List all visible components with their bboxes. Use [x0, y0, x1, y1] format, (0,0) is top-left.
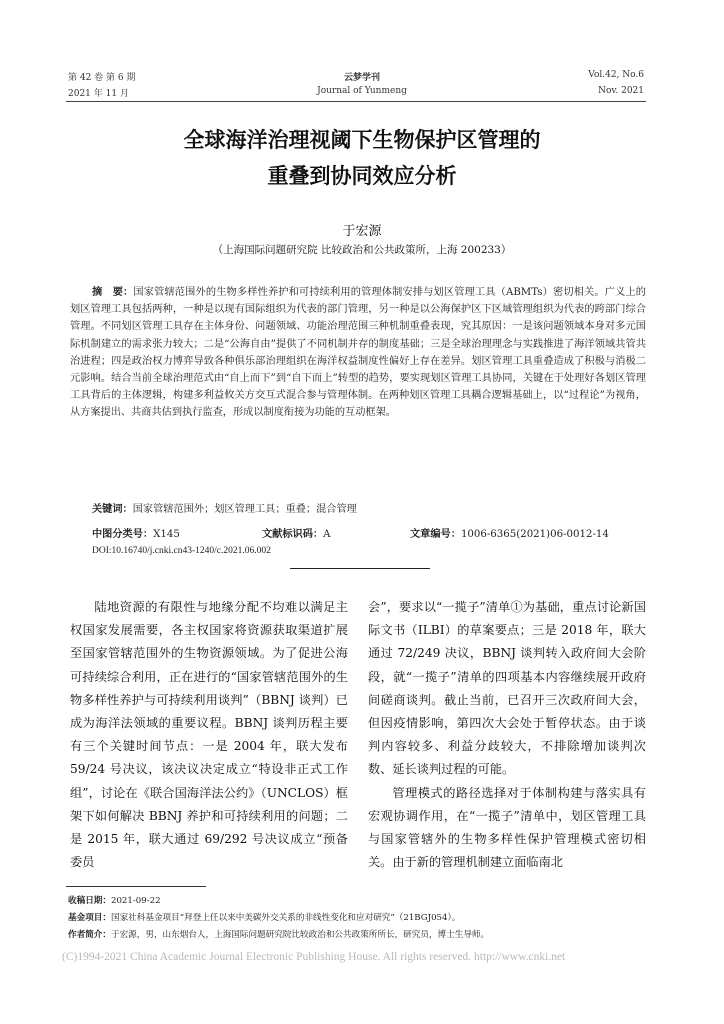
clc-label: 中图分类号： [92, 529, 154, 540]
footnote-rule [66, 886, 206, 887]
author-bio-label: 作者简介： [68, 930, 111, 940]
abstract-label: 摘 要： [92, 286, 134, 298]
header-date-en: Nov. 2021 [598, 86, 644, 96]
abstract-text: 国家管辖范围外的生物多样性养护和可持续利用的管理体制安排与划区管理工具（ABMTs）密切相关。广义上的划区管理工具包括两种，一种是以现有国际组织为代表的部门管理，另一种是以公海保护区下区域管理组织为代表的跨部门综合管理。不同划区管理工具存在主体身份、问题领域、功能治理范围三种机制重叠表现，究其原因：一是该问题领域本身对多元国际机制建立的需求张力较大；二是“公海自由”提供了不同机制并存的制度基础；三是全球治理理念与实践推进了海洋领域共管共治进程；四是政治权力博弈导致各种俱乐部治理组织在海洋权益制度性偏好上存在差异。划区管理工具重叠造成了积极与消极二元影响。结合当前全球治理范式由“自上而下”到“自下而上”转型的趋势，要实现划区管理工具协同，关键在于处理好各划区管理工具背后的主体逻辑，构建多利益攸关方交互式混合参与管理体制。在两种划区管理工具耦合逻辑基础上，以“过程论”为视角，从方案提出、共商共估到执行监查，形成以制度衔接为功能的互动框架。 [70, 287, 646, 419]
footnote-fund [68, 911, 460, 923]
body-paragraph: 会”，要求以“一揽子”清单①为基础，重点讨论新国际文书（ILBI）的草案要点；三是 2018 年，联大通过 72/249 决议，BBNJ 谈判转入政府间大会阶段，就“一揽子”清单的四项基本内容继续展开政府间磋商谈判。截止当前，已召开三次政府间大会，但因疫情影响，第四次大会处于暂停状态。由于谈判内容较多、利益分歧较大，不排除增加谈判次数、延长谈判过程的可能。 [368, 600, 646, 777]
body-left-column [70, 596, 348, 874]
keywords-label: 关键词： [92, 504, 133, 515]
header-journal-en: Journal of Yunmeng [317, 86, 407, 96]
doi: DOI:10.16740/j.cnki.cn43-1240/c.2021.06.002 [92, 546, 271, 556]
header-volume-en: Vol.42, No.6 [588, 70, 644, 80]
abstract-separator [290, 568, 430, 569]
article-number-value: 1006-6365(2021)06-0012-14 [460, 529, 609, 540]
article-number-label: 文章编号： [410, 529, 461, 540]
article-title-line2: 重叠到协同效应分析 [267, 164, 457, 188]
header-journal-cn: 云梦学刊 [343, 73, 380, 83]
article-number [410, 525, 609, 540]
abstract [70, 284, 646, 422]
article-title-line1: 全球海洋治理视阈下生物保护区管理的 [183, 128, 541, 152]
keywords [92, 500, 357, 515]
body-right-column [368, 596, 646, 874]
author-name: 于宏源 [342, 224, 382, 239]
clc-number [92, 525, 180, 540]
document-code-label: 文献标识码： [262, 529, 324, 540]
footnote-author [68, 928, 489, 940]
keywords-text: 国家管辖范围外；划区管理工具；重叠；混合管理 [132, 504, 357, 515]
author-affiliation: （上海国际问题研究院 比较政治和公共政策所，上海 200233） [212, 244, 512, 256]
document-code-value: A [323, 529, 331, 540]
fund-label: 基金项目： [68, 913, 111, 923]
header-rule [66, 101, 646, 102]
copyright-notice: (C)1994-2021 China Academic Journal Electronic Publishing House. All rights reserved. http://www.cnki.net [62, 951, 566, 963]
received-value: 2021-09-22 [110, 896, 161, 906]
author-bio-value: 于宏源，男，山东烟台人，上海国际问题研究院比较政治和公共政策所所长，研究员，博士生导师。 [110, 930, 490, 940]
header-volume-cn: 第 42 卷 第 6 期 [68, 73, 136, 83]
footnote-received [68, 894, 161, 906]
body-paragraph: 陆地资源的有限性与地缘分配不均难以满足主权国家发展需要，各主权国家将资源获取渠道扩展至国家管辖范围外的生物资源领域。为了促进公海可持续综合利用，正在进行的“国家管辖范围外的生物多样性养护与可持续利用谈判”（BBNJ 谈判）已成为海洋法领域的重要议程。BBNJ 谈判历程主要有三个关键时间节点：一是 2004 年，联大发布 59/24 号决议，该决议决定成立“特设非正式工作组”，讨论在《联合国海洋法公约》（UNCLOS）框架下如何解决 BBNJ 养护和可持续利用的问题；二是 2015 年，联大通过 69/292 号决议成立“预备委员 [70, 600, 348, 870]
fund-value: 国家社科基金项目“拜登上任以来中美碳外交关系的非线性变化和应对研究”（21BGJ054）。 [110, 913, 461, 923]
body-paragraph: 管理模式的路径选择对于体制构建与落实具有宏观协调作用，在“一揽子”清单中，划区管理工具与国家管辖外的生物多样性保护管理模式密切相关。由于新的管理机制建立面临南北 [368, 785, 646, 870]
document-code [262, 525, 330, 540]
received-label: 收稿日期： [68, 896, 111, 906]
header-date-cn: 2021 年 11 月 [68, 89, 129, 99]
clc-value: X145 [153, 529, 180, 540]
